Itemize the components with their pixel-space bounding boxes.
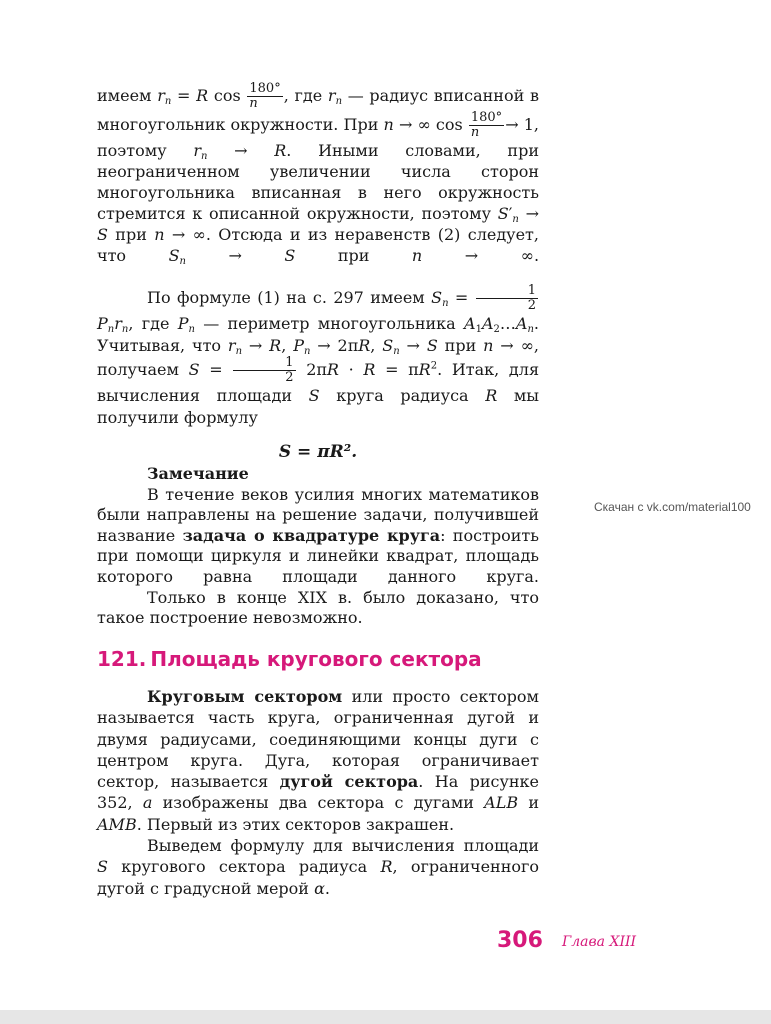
page-bottom-band: [0, 1010, 771, 1024]
remark-title: Замечание: [147, 464, 249, 483]
paragraph-inscribed-radius: имеем $r_n = R$ cos $\frac{180^\circ}{n}$ , где $r_n$ — радиус вписанной в многоугольник окружности. При n → ∞ cos $\frac{180^\circ}{n}$ → 1, поэтому $r_n \to R$. Иными словами, при неограниченном увеличении числа сторон многоугольника вписанная в него окружность стремится к описанной окружности, поэтому $S'_n \to S$ при n → ∞. Отсюда и из неравенств (2) следует, что $S_n \to S$ при n → ∞.: [97, 81, 540, 267]
section-heading: [97, 647, 482, 671]
section-title: Площадь кругового сектора: [150, 647, 482, 671]
fraction-180-n-2: $\frac{180^\circ}{n}$: [470, 110, 503, 140]
sector-definition: Круговым сектором или просто сектором называется часть круга, ограниченная дугой и двумя радиусами, соединяющими концы дуги с центром круга. Дуга, которая ограничивает сектор, называется дугой сектора. На рисунке 352, а изображены два сектора с дугами ALB и AMB. Первый из этих секторов закрашен. Выведем формулу для вычисления площади S кругового сектора радиуса R, ограниченного дугой с градусной мерой α.: [97, 687, 540, 898]
fraction-180-n-1: $\frac{180^\circ}{n}$: [249, 81, 281, 111]
watermark-text: Скачан с vk.com/material100: [594, 500, 751, 514]
derive-paragraph: Выведем формулу для вычисления площади S кругового сектора радиуса R, ограниченного дугой с градусной мерой α.: [97, 836, 540, 898]
remark-block: [97, 464, 539, 629]
fraction-one-half-1: $\frac{1}{2}$: [476, 284, 538, 313]
fraction-one-half-2: $\frac{1}{2}$: [233, 356, 295, 385]
page-number: 306: [497, 928, 543, 953]
circle-area-formula: S = πR².: [278, 442, 358, 462]
remark-paragraph: В течение веков усилия многих математиков были направлены на решение задачи, получившей название задача о квадратуре круга: построить при помощи циркуля и линейки квадрат, площадь которого равна площади данного круга.: [97, 484, 539, 586]
chapter-label: Глава XIII: [562, 934, 637, 950]
section-number: 121.: [97, 647, 147, 671]
paragraph-area-derivation: По формуле (1) на с. 297 имеем $S_n$ = $\frac{1}{2}$ $P_nr_n$, где $P_n$ — периметр многоугольника $A_1A_2\dots A_n$. Учитывая, что $r_n \to R$, $P_n \to 2\pi R$, $S_n \to S$ при n → ∞, получаем S = $\frac{1}{2}$ $2\pi R \cdot R = \pi R^2$. Итак, для вычисления площади S круга радиуса R мы получили формулу: [97, 283, 540, 427]
remark-paragraph-2: Только в конце XIX в. было доказано, что такое построение невозможно.: [97, 587, 539, 628]
